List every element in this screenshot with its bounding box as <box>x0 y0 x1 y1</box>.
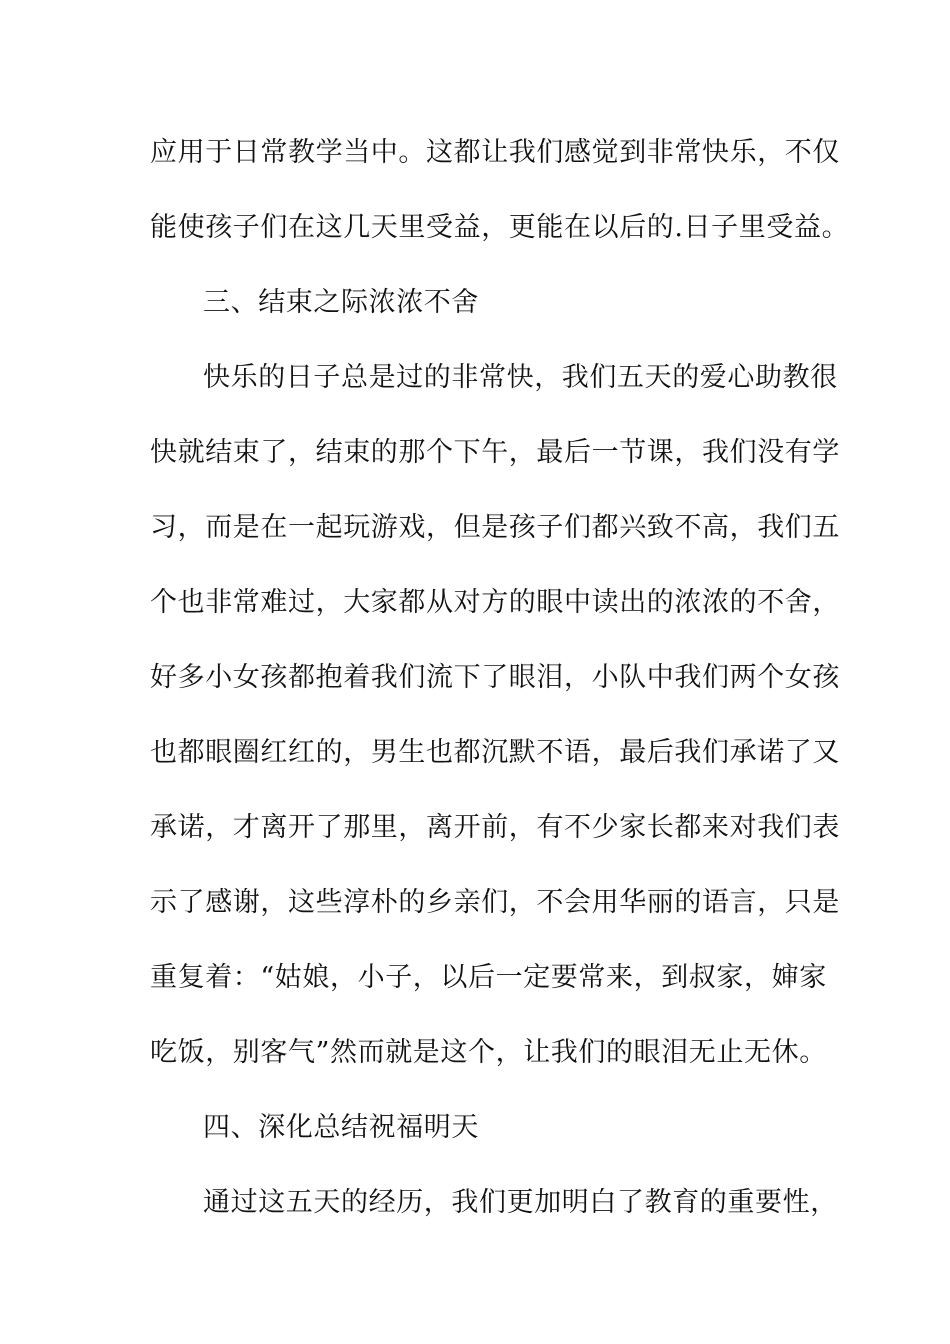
text-line: 示了感谢，这些淳朴的乡亲们，不会用华丽的语言，只是 <box>150 887 840 918</box>
text-line: 吃饭，别客气”然而就是这个，让我们的眼泪无止无休。 <box>150 1037 827 1068</box>
text-line: 个也非常难过，大家都从对方的眼中读出的浓浓的不舍， <box>150 587 840 618</box>
text-line: 也都眼圈红红的，男生也都沉默不语，最后我们承诺了又 <box>150 737 840 768</box>
text-line: 习，而是在一起玩游戏，但是孩子们都兴致不高，我们五 <box>150 512 840 543</box>
text-line: 重复着：“姑娘，小子，以后一定要常来，到叔家，婶家 <box>150 962 827 993</box>
text-line: 快乐的日子总是过的非常快，我们五天的爱心助教很 <box>203 362 838 393</box>
text-line: 好多小女孩都抱着我们流下了眼泪，小队中我们两个女孩 <box>150 662 840 693</box>
text-line: 通过这五天的经历，我们更加明白了教育的重要性， <box>203 1187 838 1218</box>
body-text <box>150 129 850 1254</box>
text-line: 应用于日常教学当中。这都让我们感觉到非常快乐，不仅 <box>150 137 840 168</box>
text-line: 承诺，才离开了那里，离开前，有不少家长都来对我们表 <box>150 812 840 843</box>
section-heading: 三、结束之际浓浓不舍 <box>203 287 479 318</box>
text-line: 快就结束了，结束的那个下午，最后一节课，我们没有学 <box>150 437 840 468</box>
text-line: 能使孩子们在这几天里受益，更能在以后的.日子里受益。 <box>150 212 850 243</box>
section-heading: 四、深化总结祝福明天 <box>203 1112 479 1143</box>
